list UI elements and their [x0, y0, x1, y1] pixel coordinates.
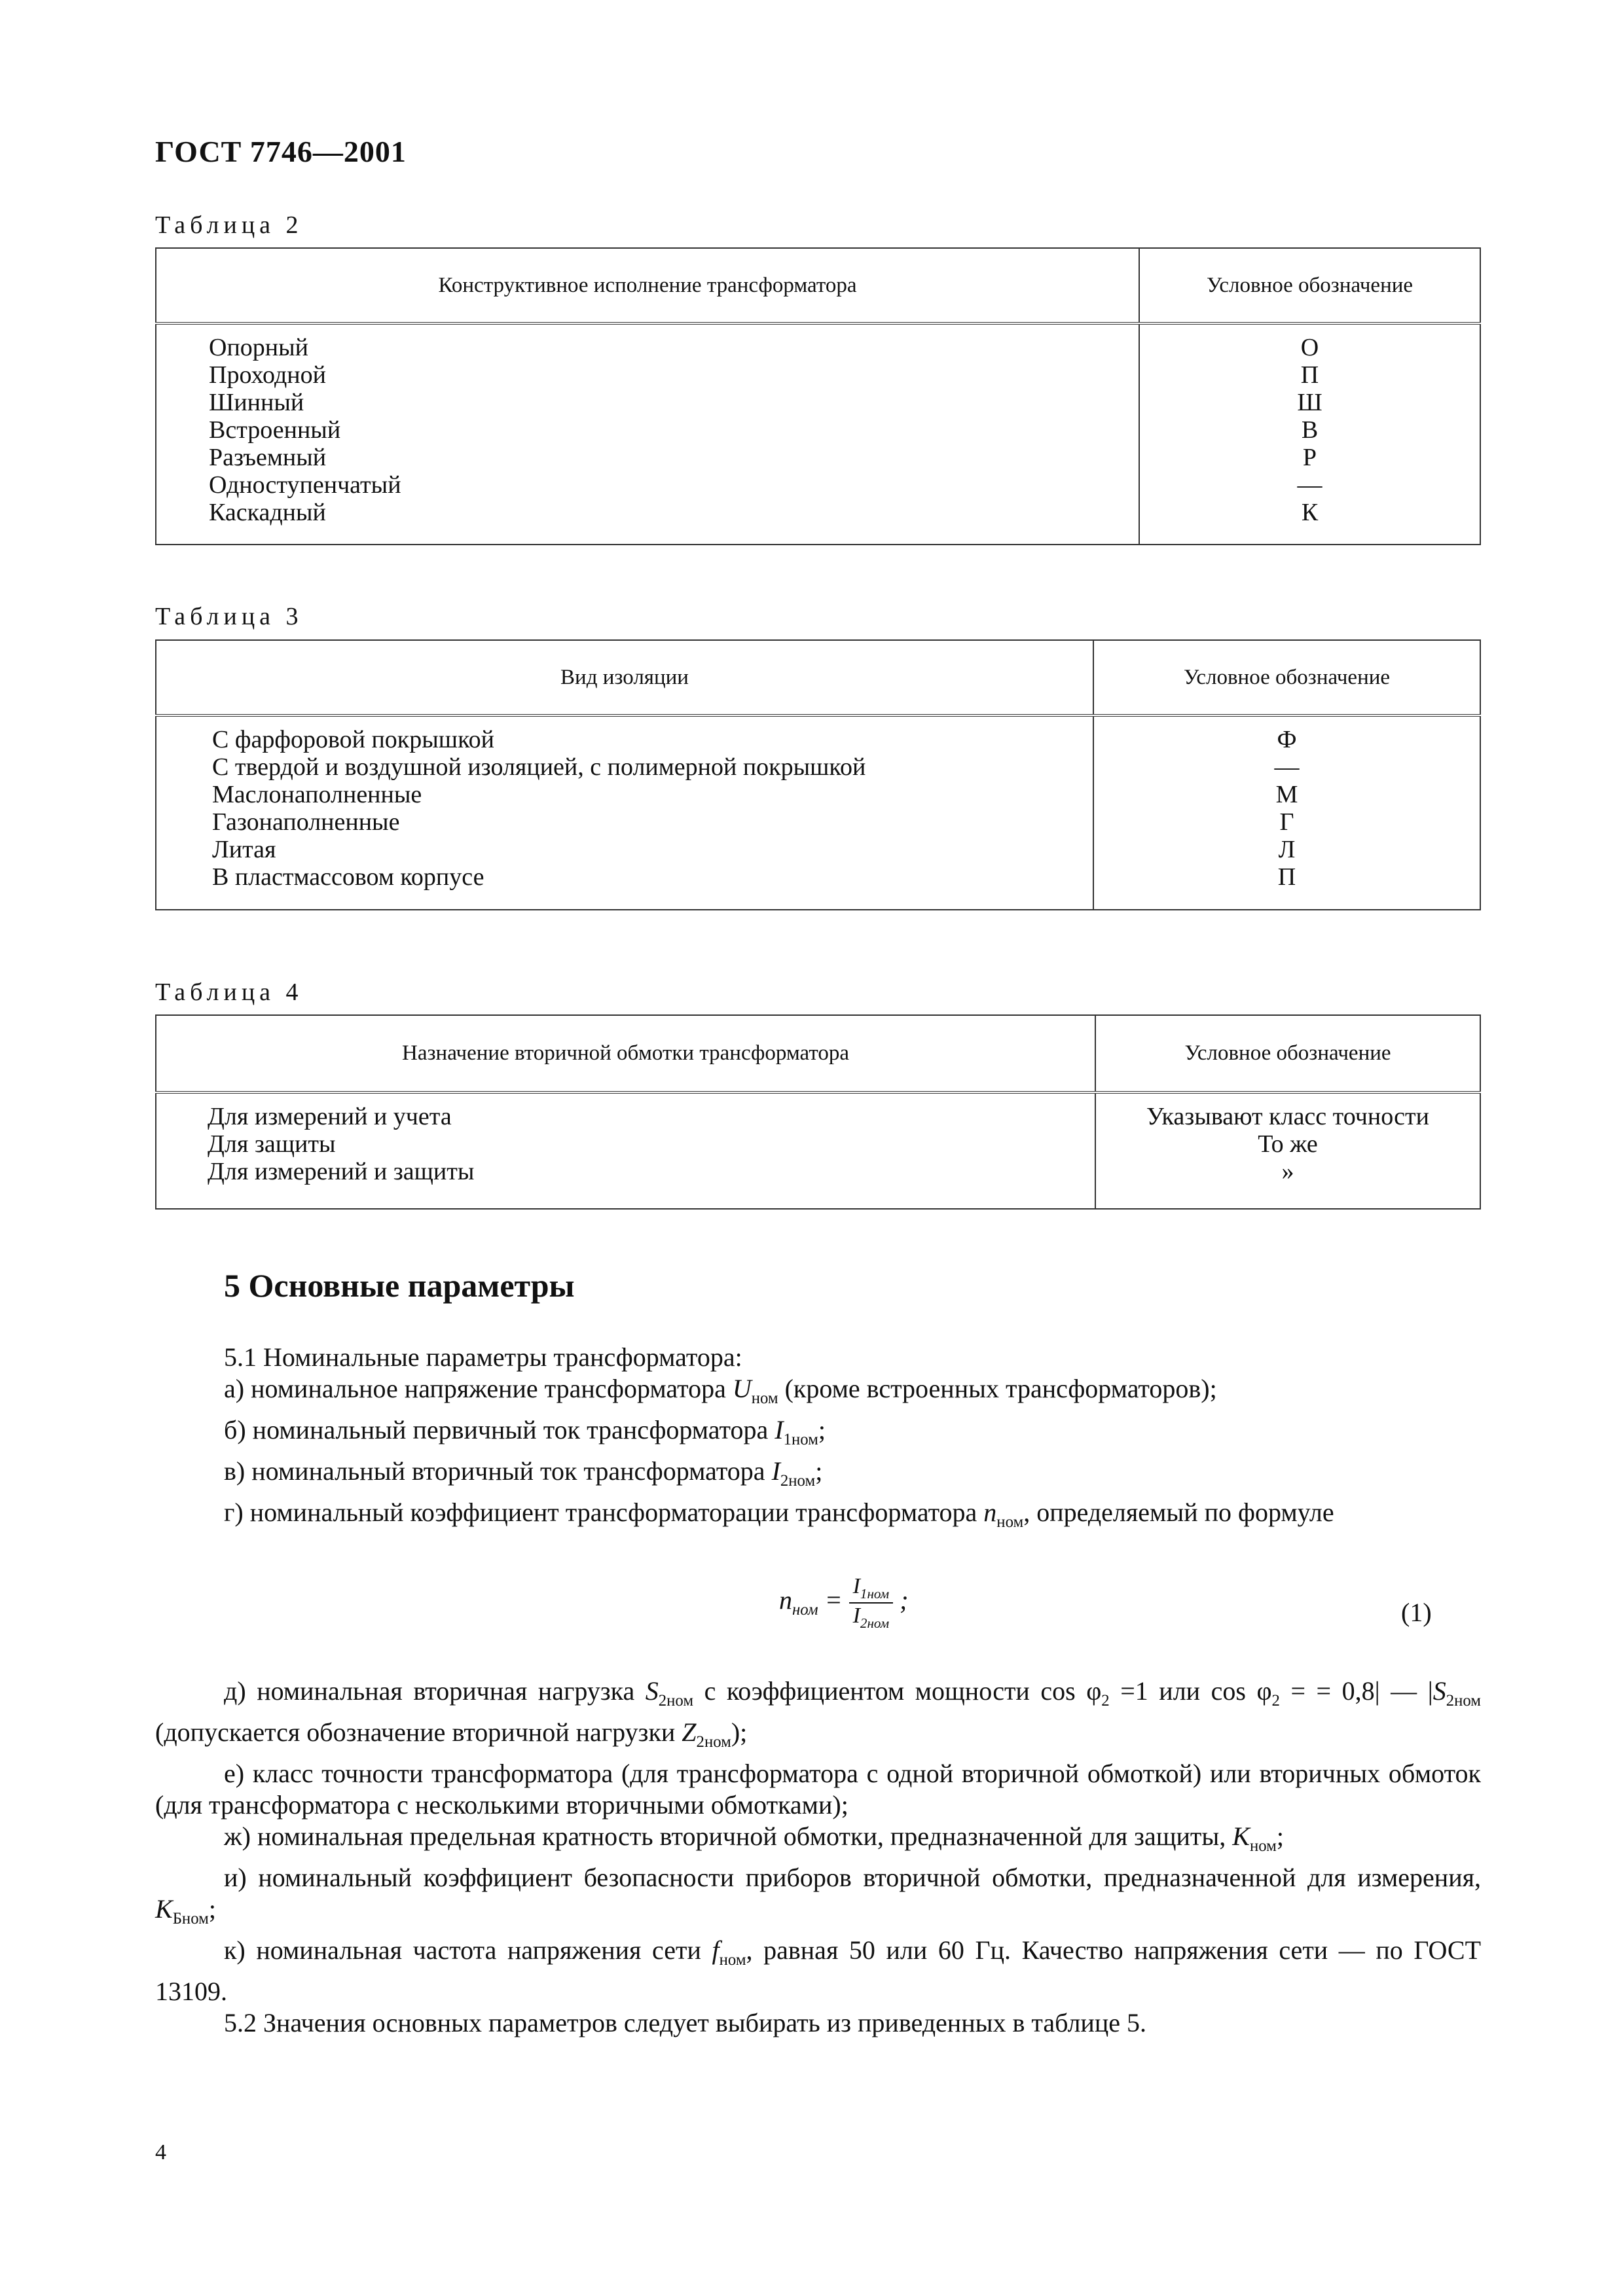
- table2-row-code: Р: [1302, 444, 1317, 471]
- table3-row-label: С твердой и воздушной изоляцией, с полимерной покрышкой: [212, 753, 866, 781]
- table3-row-label: Газонаполненные: [212, 808, 400, 836]
- table2-row-code: Ш: [1297, 389, 1322, 416]
- item-zh: ж) номинальная предельная кратность вторичной обмотки, предназначенной для защиты, $K_{ном}$;: [224, 1821, 1284, 1855]
- equation-number: (1): [1401, 1598, 1432, 1627]
- table4-row-code: Указывают класс точности: [1146, 1103, 1429, 1130]
- item-b: б) номинальный первичный ток трансформатора $I_{1ном}$;: [224, 1415, 826, 1448]
- table4-caption: Таблица 4: [155, 978, 303, 1006]
- formula-1: $n_{ном}$ = $\frac{I_{1ном}}{I_{2ном}}$ ;: [779, 1574, 909, 1631]
- table3-row-code: М: [1275, 781, 1298, 808]
- item-a: а) номинальное напряжение трансформатора $U_{ном}$ (кроме встроенных трансформаторов);: [224, 1374, 1217, 1407]
- table3-row-label: В пластмассовом корпусе: [212, 863, 484, 891]
- table2-row-code: О: [1300, 334, 1319, 361]
- table3-caption: Таблица 3: [155, 603, 303, 630]
- table3-row-code: Ф: [1277, 726, 1297, 753]
- paragraph-5-1: [155, 1342, 1481, 1538]
- table3-row-code: —: [1274, 753, 1300, 781]
- table2-header-construction: Конструктивное исполнение трансформатора: [156, 248, 1139, 323]
- table2-row-code: К: [1301, 499, 1319, 526]
- table3-row-code: Г: [1279, 808, 1294, 836]
- table2-row-label: Одноступенчатый: [209, 471, 401, 499]
- table3-row-label: С фарфоровой покрышкой: [212, 726, 494, 753]
- table3-header-insulation: Вид изоляции: [156, 640, 1093, 715]
- table4-row-label: Для измерений и учета: [208, 1103, 452, 1130]
- table2-row-label: Каскадный: [209, 499, 326, 526]
- table3: [155, 639, 1481, 910]
- item-g: г) номинальный коэффициент трансформаторации трансформатора $n_{ном}$, определяемый по формуле: [224, 1498, 1334, 1531]
- table4-col2: [1095, 1092, 1480, 1209]
- table2-row-code: П: [1300, 361, 1319, 389]
- table2-row-label: Разъемный: [209, 444, 327, 471]
- table4-row-label: Для измерений и защиты: [208, 1158, 475, 1185]
- formula-fraction: $\frac{I_{1ном}}{I_{2ном}}$: [849, 1574, 894, 1632]
- page-number: 4: [155, 2140, 166, 2164]
- table2: [155, 247, 1481, 545]
- item-e: е) класс точности трансформатора (для трансформатора с одной вторичной обмоткой) или вторичных обмоток (для трансформатора с несколькими вторичными обмотками);: [155, 1759, 1481, 1820]
- item-k: к) номинальная частота напряжения сети $f_{ном}$, равная 50 или 60 Гц. Качество напряжения сети — по ГОСТ 13109.: [155, 1935, 1481, 2006]
- section-heading: 5 Основные параметры: [224, 1267, 575, 1304]
- table3-row-label: Литая: [212, 836, 276, 863]
- text-5-1: 5.1 Номинальные параметры трансформатора:: [224, 1342, 742, 1372]
- table2-caption: Таблица 2: [155, 211, 303, 239]
- item-v: в) номинальный вторичный ток трансформатора $I_{2ном}$;: [224, 1456, 823, 1490]
- table3-header-designation: Условное обозначение: [1093, 640, 1480, 715]
- text-5-2: 5.2 Значения основных параметров следует выбирать из приведенных в таблице 5.: [224, 2008, 1146, 2037]
- table4-header-purpose: Назначение вторичной обмотки трансформатора: [156, 1015, 1095, 1092]
- table3-row-code: П: [1277, 863, 1296, 891]
- table2-col2: [1139, 323, 1480, 545]
- table4: [155, 1014, 1481, 1210]
- table4-row-code: »: [1281, 1158, 1294, 1185]
- table4-row-code: То же: [1258, 1130, 1318, 1158]
- paragraph-items-d-k: [155, 1676, 1481, 2039]
- table3-row-label: Маслонаполненные: [212, 781, 422, 808]
- item-i: и) номинальный коэффициент безопасности приборов вторичной обмотки, предназначенной для измерения, $K_{Бном}$;: [155, 1863, 1481, 1928]
- table3-col1: [156, 715, 1093, 910]
- item-d: д) номинальная вторичная нагрузка $S_{2ном}$ с коэффициентом мощности $\cos \varphi_2 =1$ или $\cos \varphi_2$ = = 0,8| — $|S_{2ном}$ (допускается обозначение вторичной нагрузки $Z_{2ном}$);: [155, 1676, 1481, 1751]
- table4-row-label: Для защиты: [208, 1130, 336, 1158]
- table2-row-label: Опорный: [209, 334, 308, 361]
- document-title: ГОСТ 7746—2001: [155, 135, 407, 168]
- table4-header-designation: Условное обозначение: [1095, 1015, 1480, 1092]
- table2-row-code: В: [1301, 416, 1319, 444]
- table3-row-code: Л: [1278, 836, 1296, 863]
- table2-row-label: Встроенный: [209, 416, 341, 444]
- table3-col2: [1093, 715, 1480, 910]
- table2-col1: [156, 323, 1139, 545]
- table2-header-designation: Условное обозначение: [1139, 248, 1480, 323]
- table2-row-label: Проходной: [209, 361, 326, 389]
- table2-row-code: —: [1297, 471, 1322, 499]
- table2-row-label: Шинный: [209, 389, 304, 416]
- table4-col1: [156, 1092, 1095, 1209]
